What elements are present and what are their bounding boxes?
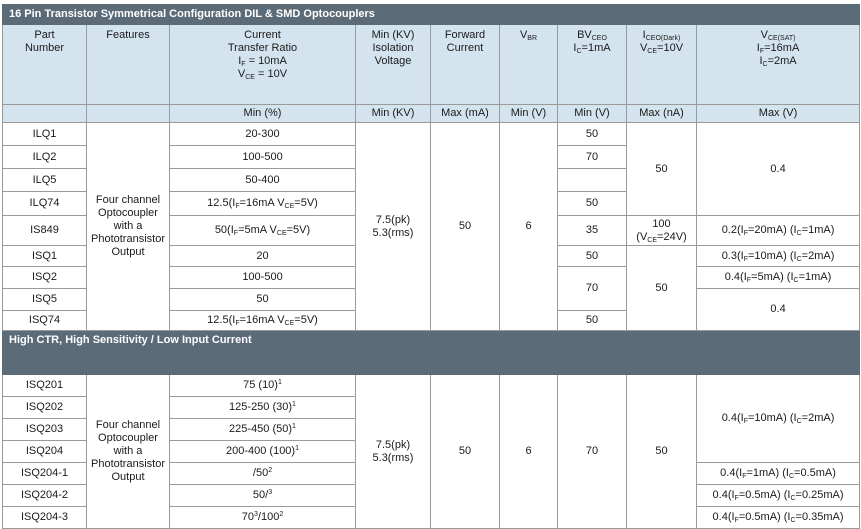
- forward-current-value: 50: [431, 375, 500, 529]
- vce-sat-value: $0.4(I_F=5mA)$ $(I_C=1mA)$: [697, 267, 860, 289]
- units-forward: Max (mA): [431, 105, 500, 123]
- units-isolation: Min (KV): [356, 105, 431, 123]
- iceo-value: 50: [627, 375, 697, 529]
- part-number: ISQ204: [3, 441, 87, 463]
- bvceo-value: 70: [558, 375, 627, 529]
- iceo-value: 50: [627, 123, 697, 216]
- features-cell: Four channel Optocoupler with a Phototransistor Output: [87, 123, 170, 331]
- bvceo-value: 50: [558, 123, 627, 146]
- forward-current-value: 50: [431, 123, 500, 331]
- ctr-value: $70^3/100^2$: [170, 507, 356, 529]
- part-number: ISQ204-3: [3, 507, 87, 529]
- ctr-value: $12.5(I_F=16mA$ $V_{CE}=5V$): [170, 192, 356, 216]
- ctr-value: 200-400 $(100)^1$: [170, 441, 356, 463]
- features-cell: Four channel Optocoupler with a Phototransistor Output: [87, 375, 170, 529]
- vbr-value: 6: [500, 123, 558, 331]
- header-features: Features: [87, 25, 170, 105]
- units-blank-2: [87, 105, 170, 123]
- vce-sat-value: $0.3(I_F=10mA)$ $(I_C=2mA)$: [697, 246, 860, 267]
- iceo-value: 100 $(V_{CE}=24V)$: [627, 216, 697, 246]
- section-title: High CTR, High Sensitivity / Low Input Current: [3, 331, 860, 375]
- units-bvceo: Min (V): [558, 105, 627, 123]
- ctr-value: 225-450 $(50)^1$: [170, 419, 356, 441]
- header-forward-current: Forward Current: [431, 25, 500, 105]
- part-number: ISQ204-1: [3, 463, 87, 485]
- vce-sat-value: $0.4(I_F=0.5mA)$ $(I_C=0.25mA)$: [697, 485, 860, 507]
- vce-sat-value: $0.4(I_F=10mA)$ $(I_C=2mA)$: [697, 375, 860, 463]
- header-part-number: Part Number: [3, 25, 87, 105]
- part-number: ISQ1: [3, 246, 87, 267]
- part-number: ISQ201: [3, 375, 87, 397]
- bvceo-value: 50: [558, 192, 627, 216]
- ctr-value: $/50^2$: [170, 463, 356, 485]
- part-number: ISQ203: [3, 419, 87, 441]
- ctr-value: 125-250 $(30)^1$: [170, 397, 356, 419]
- part-number: ILQ2: [3, 146, 87, 169]
- units-blank-1: [3, 105, 87, 123]
- isolation-value: 7.5(pk) 5.3(rms): [356, 375, 431, 529]
- ctr-value: 50: [170, 289, 356, 311]
- ctr-value: 100-500: [170, 267, 356, 289]
- ctr-value: 50-400: [170, 169, 356, 192]
- units-vbr: Min (V): [500, 105, 558, 123]
- part-number: ISQ5: [3, 289, 87, 311]
- units-vce: Max (V): [697, 105, 860, 123]
- ctr-value: 75 $(10)^1$: [170, 375, 356, 397]
- optocoupler-table: [2, 4, 860, 529]
- ctr-value: $50(I_F=5mA$ $V_{CE}=5V$): [170, 216, 356, 246]
- part-number: ISQ2: [3, 267, 87, 289]
- ctr-value: 50/$^3$: [170, 485, 356, 507]
- header-isolation: Min (KV) Isolation Voltage: [356, 25, 431, 105]
- bvceo-value: 70: [558, 146, 627, 169]
- table-row: [3, 123, 860, 146]
- vce-sat-value: $0.4(I_F=1mA)$ $(I_C=0.5mA)$: [697, 463, 860, 485]
- ctr-value: $12.5(I_F=16mA$ $V_{CE}=5V$): [170, 311, 356, 331]
- ctr-value: 100-500: [170, 146, 356, 169]
- vce-sat-value: $0.2(I_F=20mA)$ $(I_C=1mA)$: [697, 216, 860, 246]
- section-title: 16 Pin Transistor Symmetrical Configuration DIL & SMD Optocouplers: [3, 5, 860, 25]
- vbr-value: 6: [500, 375, 558, 529]
- units-ctr: Min (%): [170, 105, 356, 123]
- ctr-value: 20: [170, 246, 356, 267]
- bvceo-value: 35: [558, 216, 627, 246]
- isolation-value: 7.5(pk) 5.3(rms): [356, 123, 431, 331]
- part-number: ILQ74: [3, 192, 87, 216]
- part-number: ISQ202: [3, 397, 87, 419]
- ctr-value: 20-300: [170, 123, 356, 146]
- vce-sat-value: 0.4: [697, 123, 860, 216]
- vce-sat-value: $0.4(I_F=0.5mA)$ $(I_C=0.35mA)$: [697, 507, 860, 529]
- header-vce-sat: $V_{CE(SAT)}$ $I_F=16mA$ $I_C=2mA$: [697, 25, 860, 105]
- header-ctr: Current Transfer Ratio $I_F = 10mA$ $V_{CE} = 10V$: [170, 25, 356, 105]
- bvceo-value: 50: [558, 311, 627, 331]
- bvceo-value: 70: [558, 267, 627, 311]
- part-number: IS849: [3, 216, 87, 246]
- header-iceo: $I_{CEO(Dark)}$ $V_{CE}=10V$: [627, 25, 697, 105]
- part-number: ISQ74: [3, 311, 87, 331]
- bvceo-value: [558, 169, 627, 192]
- iceo-value: 50: [627, 246, 697, 331]
- vce-sat-value: 0.4: [697, 289, 860, 331]
- units-iceo: Max (nA): [627, 105, 697, 123]
- header-vbr: $V_{BR}$: [500, 25, 558, 105]
- part-number: ISQ204-2: [3, 485, 87, 507]
- bvceo-value: 50: [558, 246, 627, 267]
- header-bvceo: $BV_{CEO}$ $I_C=1mA$: [558, 25, 627, 105]
- table-row: [3, 375, 860, 397]
- part-number: ILQ5: [3, 169, 87, 192]
- part-number: ILQ1: [3, 123, 87, 146]
